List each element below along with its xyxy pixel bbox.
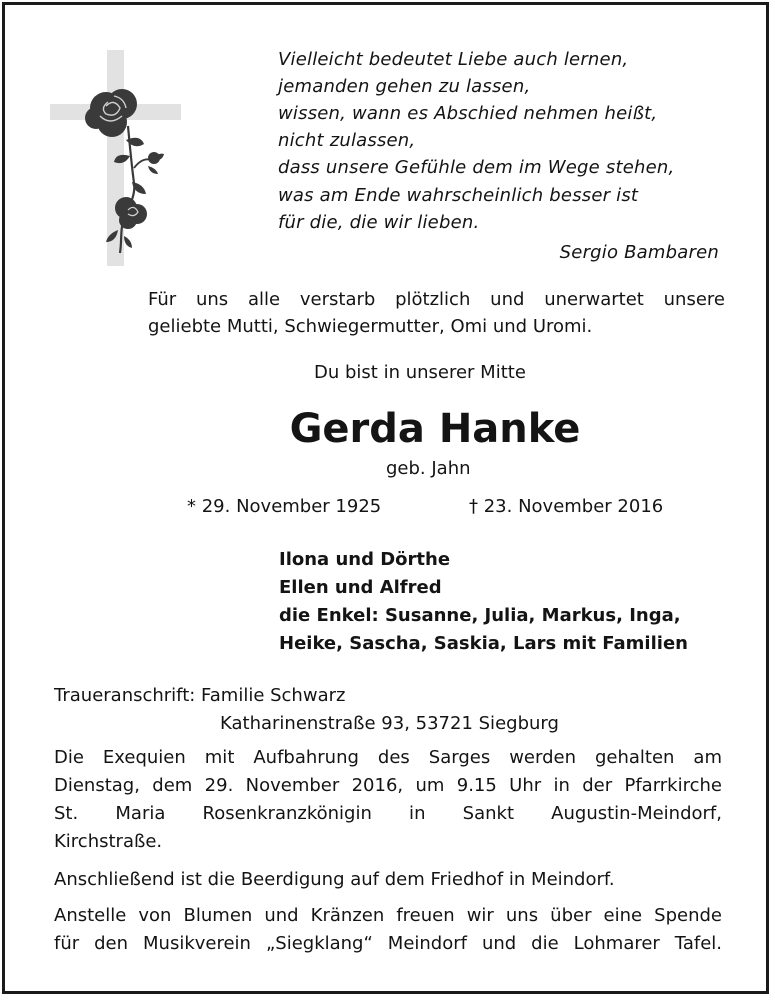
deceased-name: Gerda Hanke	[289, 406, 581, 452]
donation-line: für den Musikverein „Siegklang“ Meindorf und die Lohmarer Tafel.	[54, 933, 722, 954]
poem-line: Vielleicht bedeutet Liebe auch lernen,	[278, 49, 629, 70]
mourner-line: Heike, Sascha, Saskia, Lars mit Familien	[279, 633, 688, 654]
mourner-line: Ellen und Alfred	[279, 577, 442, 598]
announcement-line: Für uns alle verstarb plötzlich und unerwartet unsere	[148, 289, 725, 310]
death-date: † 23. November 2016	[469, 496, 664, 517]
service-line: Dienstag, dem 29. November 2016, um 9.15 Uhr in der Pfarrkirche	[54, 775, 722, 796]
tagline: Du bist in unserer Mitte	[314, 362, 526, 383]
address-street: Katharinenstraße 93, 53721 Siegburg	[220, 713, 559, 734]
mourner-line: die Enkel: Susanne, Julia, Markus, Inga,	[279, 605, 681, 626]
birth-name: geb. Jahn	[386, 458, 471, 479]
poem-line: nicht zulassen,	[278, 130, 416, 151]
poem-line: jemanden gehen zu lassen,	[278, 76, 531, 97]
poem-line: was am Ende wahrscheinlich besser ist	[278, 185, 639, 206]
mourner-line: Ilona und Dörthe	[279, 549, 451, 570]
poem-author: Sergio Bambaren	[559, 242, 719, 263]
poem-line: für die, die wir lieben.	[278, 212, 480, 233]
poem-line: dass unsere Gefühle dem im Wege stehen,	[278, 157, 675, 178]
service-line: Die Exequien mit Aufbahrung des Sarges werden gehalten am	[54, 747, 722, 768]
service-line: Kirchstraße.	[54, 831, 163, 852]
cross-with-roses-icon	[48, 48, 183, 270]
service-line: St. Maria Rosenkranzkönigin in Sankt Augustin-Meindorf,	[54, 803, 722, 824]
burial-info: Anschließend ist die Beerdigung auf dem Friedhof in Meindorf.	[54, 869, 615, 890]
poem-line: wissen, wann es Abschied nehmen heißt,	[278, 103, 658, 124]
birth-date: * 29. November 1925	[187, 496, 382, 517]
donation-line: Anstelle von Blumen und Kränzen freuen wir uns über eine Spende	[54, 905, 722, 926]
address-label: Traueranschrift: Familie Schwarz	[54, 685, 346, 706]
announcement-line: geliebte Mutti, Schwiegermutter, Omi und Uromi.	[148, 316, 593, 337]
